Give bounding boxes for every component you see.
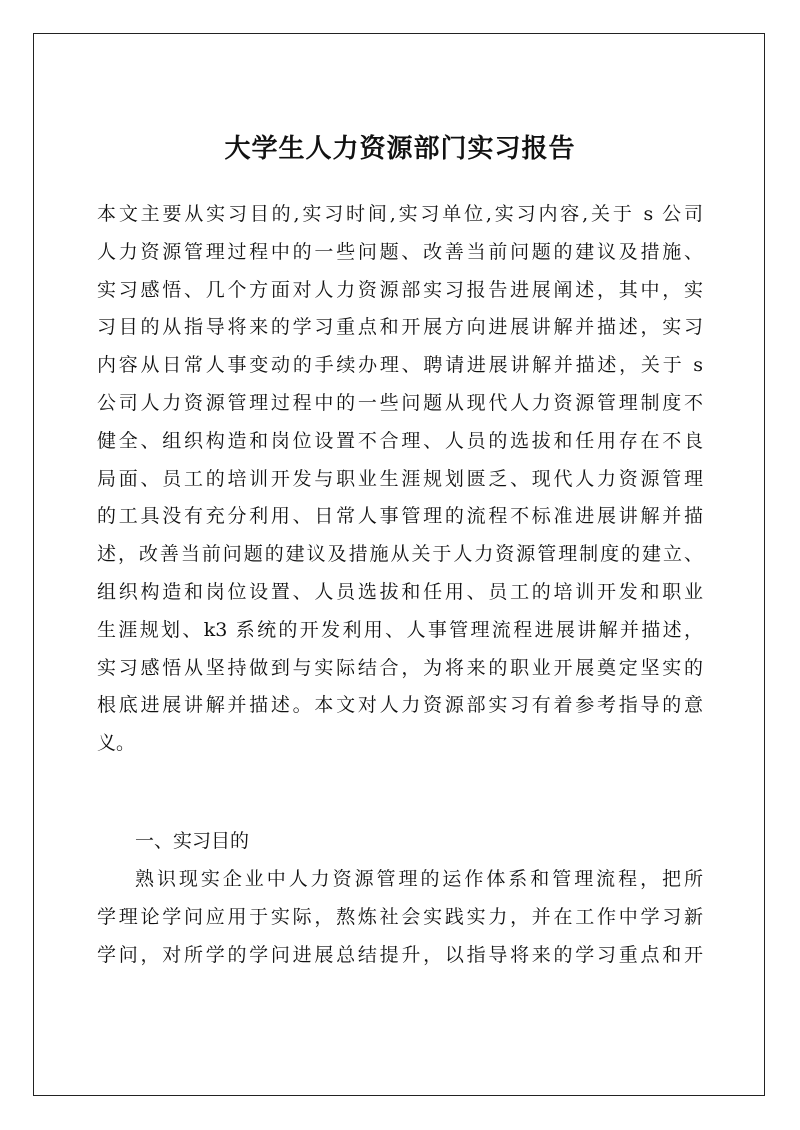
abstract-line: 公司人力资源管理过程中的一些问题从现代人力资源管理制度不 bbox=[97, 391, 703, 414]
section-paragraph bbox=[97, 861, 703, 974]
abstract-line: 习目的从指导将来的学习重点和开展方向进展讲解并描述，实习 bbox=[97, 316, 703, 339]
abstract-line: 述，改善当前问题的建议及措施从关于人力资源管理制度的建立、 bbox=[97, 543, 703, 566]
abstract-line: 组织构造和岗位设置、人员选拔和任用、员工的培训开发和职业 bbox=[97, 580, 703, 603]
abstract-line: 健全、组织构造和岗位设置不合理、人员的选拔和任用存在不良 bbox=[97, 429, 703, 452]
section-line: 学理论学问应用于实际，熬炼社会实践实力，并在工作中学习新 bbox=[97, 905, 703, 928]
abstract-line: 内容从日常人事变动的手续办理、聘请进展讲解并描述，关于 s bbox=[97, 354, 703, 377]
abstract-line: 的工具没有充分利用、日常人事管理的流程不标准进展讲解并描 bbox=[97, 505, 703, 528]
abstract-line: 本文主要从实习目的,实习时间,实习单位,实习内容,关于 s 公司 bbox=[97, 203, 703, 225]
abstract-line: 义。 bbox=[97, 732, 136, 755]
document-title: 大学生人力资源部门实习报告 bbox=[224, 134, 576, 164]
abstract-line: 实习感悟从坚持做到与实际结合，为将来的职业开展奠定坚实的 bbox=[97, 656, 703, 679]
section-line: 学问，对所学的学问进展总结提升，以指导将来的学习重点和开 bbox=[97, 943, 703, 966]
abstract-line: 人力资源管理过程中的一些问题、改善当前问题的建议及措施、 bbox=[97, 240, 703, 263]
abstract-line: 根底进展讲解并描述。本文对人力资源部实习有着参考指导的意 bbox=[97, 694, 703, 717]
section-heading: 一、实习目的 bbox=[135, 830, 250, 852]
abstract-paragraph bbox=[97, 196, 703, 763]
section-line: 熟识现实企业中人力资源管理的运作体系和管理流程，把所 bbox=[135, 868, 703, 890]
abstract-line: 生涯规划、k3 系统的开发利用、人事管理流程进展讲解并描述， bbox=[97, 618, 703, 641]
abstract-line: 实习感悟、几个方面对人力资源部实习报告进展阐述，其中，实 bbox=[97, 278, 703, 301]
abstract-line: 局面、员工的培训开发与职业生涯规划匮乏、现代人力资源管理 bbox=[97, 467, 703, 490]
